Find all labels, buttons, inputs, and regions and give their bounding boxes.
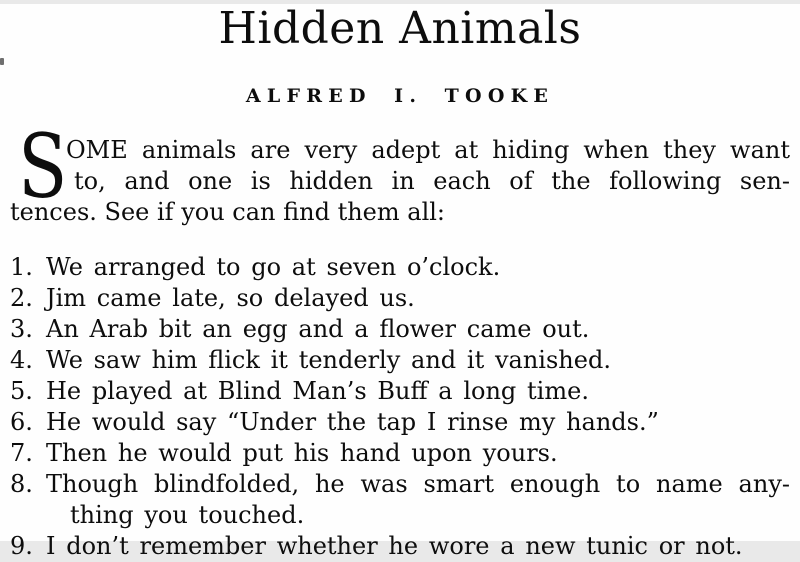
item-text — [46, 469, 790, 531]
scanned-book-page — [0, 3, 800, 560]
item-text: Jim came late, so delayed us. — [46, 283, 415, 312]
item-number: 9. — [10, 531, 33, 560]
item-text: He played at Blind Man’s Buff a long time. — [46, 376, 589, 405]
scan-artifact — [0, 58, 4, 65]
item-text: We arranged to go at seven o’clock. — [46, 252, 501, 281]
intro-line-2: to, and one is hidden in each of the following sen- — [74, 166, 790, 195]
list-item-7 — [10, 438, 790, 469]
intro-line-3: tences. See if you can find them all: — [10, 197, 446, 226]
list-item-9 — [10, 531, 790, 562]
intro-paragraph — [10, 114, 790, 228]
list-item-5 — [10, 376, 790, 407]
item-number: 8. — [10, 469, 33, 498]
list-item-8 — [10, 469, 790, 531]
item-text: He would say “Under the tap I rinse my hands.” — [46, 407, 659, 436]
page-content — [0, 4, 800, 562]
intro-line-1: OME animals are very adept at hiding when they want — [66, 135, 790, 164]
item-number: 7. — [10, 438, 33, 467]
item-number: 1. — [10, 252, 33, 281]
item-number: 3. — [10, 314, 33, 343]
item-number: 5. — [10, 376, 33, 405]
drop-cap: S — [18, 114, 68, 218]
item-number: 4. — [10, 345, 33, 374]
item-text-line-2: thing you touched. — [70, 500, 305, 529]
list-item-4 — [10, 345, 790, 376]
list-item-3 — [10, 314, 790, 345]
item-text: We saw him flick it tenderly and it vanished. — [46, 345, 611, 374]
list-item-6 — [10, 407, 790, 438]
body-text — [10, 114, 790, 562]
author-byline: ALFRED I. TOOKE — [245, 84, 555, 107]
item-text: An Arab bit an egg and a flower came out. — [46, 314, 590, 343]
page-title: Hidden Animals — [218, 3, 582, 54]
item-number: 6. — [10, 407, 33, 436]
item-text-line-1: Though blindfolded, he was smart enough to name any- — [46, 469, 790, 498]
item-text: Then he would put his hand upon yours. — [46, 438, 558, 467]
list-item-1 — [10, 252, 790, 283]
item-number: 2. — [10, 283, 33, 312]
list-item-2 — [10, 283, 790, 314]
puzzle-list — [10, 252, 790, 562]
item-text: I don’t remember whether he wore a new tunic or not. — [46, 531, 743, 560]
